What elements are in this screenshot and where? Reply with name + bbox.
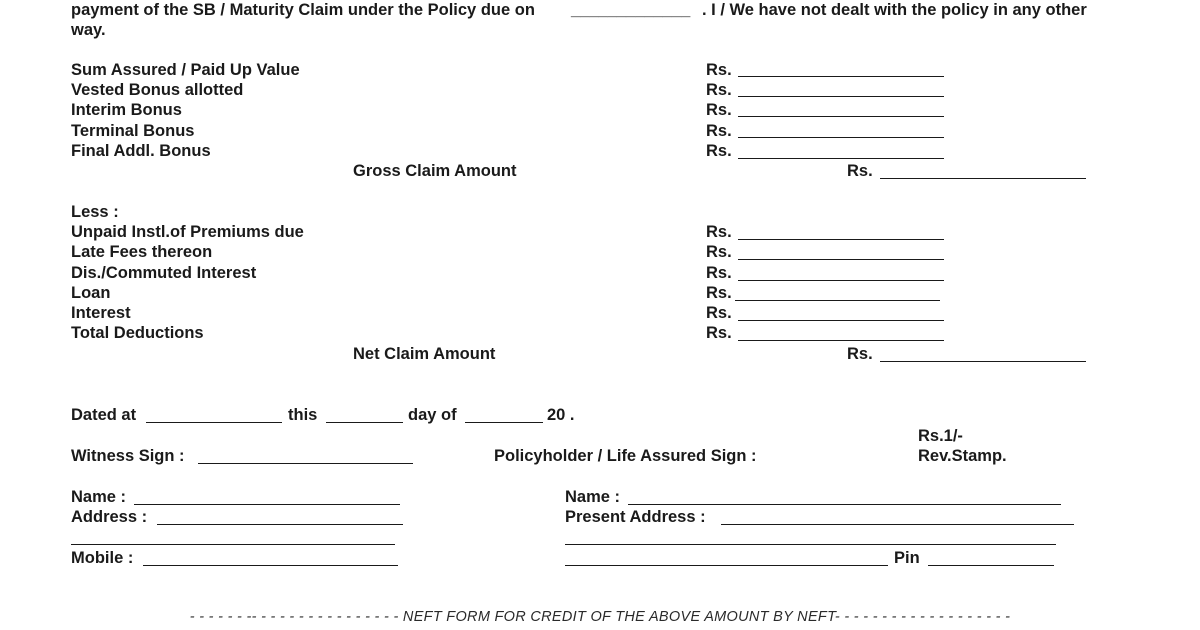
policyholder-name-field[interactable] — [628, 504, 1061, 505]
year-label: 20 . — [547, 406, 575, 424]
claim-item-amount-field[interactable] — [738, 116, 944, 117]
claim-item-currency: Rs. — [706, 61, 732, 79]
deduction-amount-field[interactable] — [738, 259, 944, 260]
due-date-blank[interactable]: _____________ — [571, 1, 691, 19]
place-field[interactable] — [146, 422, 282, 423]
witness-name-label: Name : — [71, 488, 127, 506]
deduction-amount-field[interactable] — [735, 300, 940, 301]
present-address-field-line3[interactable] — [565, 565, 888, 566]
witness-sign-field[interactable] — [198, 463, 413, 464]
deduction-amount-field[interactable] — [738, 320, 944, 321]
claim-item-amount-field[interactable] — [738, 96, 944, 97]
deduction-item-currency: Rs. — [706, 264, 732, 282]
this-label: this — [288, 406, 318, 424]
claim-item-label: Sum Assured / Paid Up Value — [71, 61, 300, 79]
witness-name-field[interactable] — [134, 504, 400, 505]
pin-label: Pin — [894, 549, 920, 567]
claim-item-currency: Rs. — [706, 81, 732, 99]
intro-text-part2: . I / We have not dealt with the policy in any other — [702, 1, 1087, 19]
gross-claim-label: Gross Claim Amount — [353, 162, 517, 180]
witness-mobile-field[interactable] — [143, 565, 398, 566]
deduction-item-currency: Rs. — [706, 243, 732, 261]
revenue-stamp-label: Rev.Stamp. — [918, 447, 1007, 465]
claim-item-amount-field[interactable] — [738, 137, 944, 138]
deduction-item-label: Late Fees thereon — [71, 243, 213, 261]
deduction-item-currency: Rs. — [706, 223, 732, 241]
deduction-amount-field[interactable] — [738, 280, 944, 281]
deduction-item-label: Total Deductions — [71, 324, 204, 342]
intro-text-part1: payment of the SB / Maturity Claim under the Policy due on — [71, 1, 535, 19]
present-address-field-line2[interactable] — [565, 544, 1056, 545]
present-address-field[interactable] — [721, 524, 1074, 525]
day-of-label: day of — [408, 406, 457, 424]
net-claim-label: Net Claim Amount — [353, 345, 496, 363]
net-claim-amount-field[interactable] — [880, 361, 1086, 362]
pin-field[interactable] — [928, 565, 1054, 566]
present-address-label: Present Address : — [565, 508, 706, 526]
witness-address-label: Address : — [71, 508, 148, 526]
claim-item-currency: Rs. — [706, 122, 732, 140]
intro-text-line2: way. — [71, 21, 106, 39]
witness-address-field-line2[interactable] — [71, 544, 395, 545]
claim-item-currency: Rs. — [706, 142, 732, 160]
policyholder-name-label: Name : — [565, 488, 621, 506]
month-field[interactable] — [465, 422, 543, 423]
witness-mobile-label: Mobile : — [71, 549, 134, 567]
revenue-stamp-amount: Rs.1/- — [918, 427, 963, 445]
deduction-amount-field[interactable] — [738, 239, 944, 240]
deduction-item-currency: Rs. — [706, 304, 732, 322]
less-heading: Less : — [71, 203, 119, 221]
gross-claim-currency: Rs. — [847, 162, 873, 180]
claim-item-currency: Rs. — [706, 101, 732, 119]
claim-item-label: Interim Bonus — [71, 101, 182, 119]
deduction-item-label: Unpaid Instl.of Premiums due — [71, 223, 304, 241]
net-claim-currency: Rs. — [847, 345, 873, 363]
dated-at-label: Dated at — [71, 406, 137, 424]
deduction-item-currency: Rs. — [706, 284, 732, 302]
deduction-item-label: Dis./Commuted Interest — [71, 264, 257, 282]
claim-item-label: Terminal Bonus — [71, 122, 195, 140]
claim-item-label: Vested Bonus allotted — [71, 81, 244, 99]
claim-item-amount-field[interactable] — [738, 158, 944, 159]
day-field[interactable] — [326, 422, 403, 423]
deduction-item-currency: Rs. — [706, 324, 732, 342]
neft-section-divider: - - - - - - -- - - - - - - - - - - - - - - - NEFT FORM FOR CREDIT OF THE ABOVE AMOUNT BY NEFT- - - - - - - - - - - - - - - - - - - — [189, 609, 1011, 625]
witness-address-field[interactable] — [157, 524, 403, 525]
witness-sign-label: Witness Sign : — [71, 447, 185, 465]
claim-item-amount-field[interactable] — [738, 76, 944, 77]
claim-item-label: Final Addl. Bonus — [71, 142, 211, 160]
deduction-amount-field[interactable] — [738, 340, 944, 341]
gross-claim-amount-field[interactable] — [880, 178, 1086, 179]
deduction-item-label: Loan — [71, 284, 111, 302]
deduction-item-label: Interest — [71, 304, 131, 322]
policyholder-sign-label: Policyholder / Life Assured Sign : — [494, 447, 757, 465]
